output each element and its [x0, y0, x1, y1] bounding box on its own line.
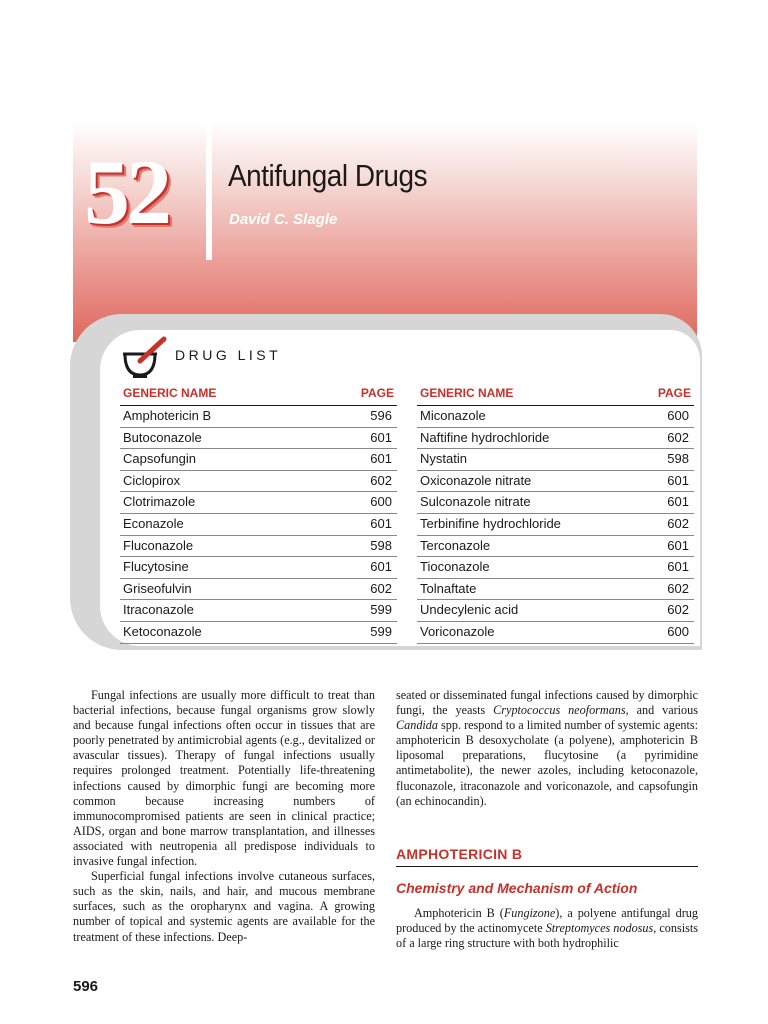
drug-page: 598: [667, 451, 689, 467]
drug-page: 601: [667, 537, 689, 553]
drug-name: Naftifine hydrochloride: [420, 429, 550, 445]
drug-name: Terbinifine hydrochloride: [420, 515, 561, 531]
chapter-author: David C. Slagle: [229, 211, 338, 228]
name-column-header: GENERIC NAME: [420, 386, 514, 400]
table-header: [417, 383, 694, 406]
drug-name: Amphotericin B: [123, 408, 212, 423]
mortar-and-pestle-icon: [120, 335, 172, 381]
page-column-header: PAGE: [360, 386, 394, 400]
table-row: [120, 514, 397, 536]
subsection-heading: Chemistry and Mechanism of Action: [396, 880, 638, 896]
table-row: [120, 579, 397, 601]
table-row: [417, 514, 694, 536]
table-row: [120, 536, 397, 558]
drug-page: 601: [370, 429, 392, 445]
drug-name: Clotrimazole: [123, 494, 196, 510]
drug-page: 598: [370, 537, 392, 553]
paragraph: seated or disseminated fungal infections caused by dimorphic fungi, the yeasts Cryptococcus neoformans, and various Candida spp. respond to a limited number of systemic agents: amphotericin B desoxycholate (a polyene), amphotericin B liposomal preparations, flucytosine (a pyrimidine antimetabolite), the newer azoles, including ketoconazole, fluconazole, itraconazole and voriconazole, and capsofungin (an echinocandin).: [396, 688, 698, 808]
drug-page: 601: [370, 515, 392, 531]
drug-page: 599: [370, 623, 392, 639]
table-header: [120, 383, 397, 406]
drug-name: Flucytosine: [123, 559, 189, 575]
paragraph: Fungal infections are usually more difficult to treat than bacterial infections, because fungal organisms grow slowly and because fungal infections often occur in tissues that are poorly penetrated by antimicrobial agents (e.g., devitalized or avascular tissues). Therapy of fungal infections usually requires prolonged treatment. Potentially life-threatening infections caused by dimorphic fungi are becoming more common because increasing numbers of immunocompromised patients are seen in clinical practice; AIDS, organ and bone marrow transplantation, and illnesses associated with neutropenia all predispose individuals to invasive fungal infection.: [73, 688, 375, 869]
drug-name: Butoconazole: [123, 429, 202, 445]
table-row: [417, 579, 694, 601]
table-row: [417, 557, 694, 579]
table-row: [417, 406, 694, 428]
drug-name: Nystatin: [420, 451, 467, 467]
drug-list-heading: DRUG LIST: [175, 347, 282, 363]
drug-page: 602: [667, 580, 689, 596]
drug-page: 601: [370, 451, 392, 467]
table-row: [417, 600, 694, 622]
drug-name: Ciclopirox: [123, 472, 181, 488]
drug-page: 601: [667, 472, 689, 488]
drug-name: Tioconazole: [420, 559, 490, 575]
drug-name: Capsofungin: [123, 451, 196, 467]
drug-table-right: [417, 383, 694, 644]
table-row: [120, 406, 397, 428]
drug-page: 600: [667, 623, 689, 639]
table-row: [120, 428, 397, 450]
table-row: [417, 471, 694, 493]
drug-page: 601: [667, 494, 689, 510]
drug-page: 596: [370, 408, 392, 423]
drug-page: 601: [667, 559, 689, 575]
table-row: [417, 536, 694, 558]
drug-page: 601: [370, 559, 392, 575]
page-number: 596: [73, 978, 99, 995]
name-column-header: GENERIC NAME: [123, 386, 217, 400]
table-row: [120, 449, 397, 471]
drug-name: Econazole: [123, 515, 184, 531]
drug-name: Itraconazole: [123, 602, 194, 618]
drug-name: Ketoconazole: [123, 623, 202, 639]
drug-page: 600: [370, 494, 392, 510]
drug-page: 600: [667, 408, 689, 423]
section-heading: AMPHOTERICIN B: [396, 846, 698, 867]
chapter-number: 52: [84, 141, 168, 243]
chapter-title: Antifungal Drugs: [228, 158, 428, 193]
table-row: [120, 557, 397, 579]
drug-page: 602: [667, 515, 689, 531]
drug-page: 602: [667, 602, 689, 618]
table-row: [417, 449, 694, 471]
body-column-right: [396, 688, 698, 809]
drug-name: Oxiconazole nitrate: [420, 472, 532, 488]
drug-name: Voriconazole: [420, 623, 495, 639]
paragraph: Amphotericin B (Fungizone), a polyene antifungal drug produced by the actinomycete Streptomyces nodosus, consists of a large ring structure with both hydrophilic: [396, 906, 698, 951]
drug-name: Terconazole: [420, 537, 491, 553]
drug-table-left: [120, 383, 397, 644]
page-column-header: PAGE: [657, 386, 691, 400]
drug-name: Sulconazole nitrate: [420, 494, 531, 510]
drug-page: 602: [370, 580, 392, 596]
table-row: [120, 492, 397, 514]
drug-name: Miconazole: [420, 408, 486, 423]
body-column-right-continued: [396, 906, 698, 951]
drug-name: Griseofulvin: [123, 580, 192, 596]
chapter-divider: [206, 124, 212, 260]
drug-page: 599: [370, 602, 392, 618]
drug-page: 602: [667, 429, 689, 445]
table-row: [120, 622, 397, 644]
drug-name: Undecylenic acid: [420, 602, 519, 618]
drug-page: 602: [370, 472, 392, 488]
table-row: [417, 492, 694, 514]
table-row: [120, 471, 397, 493]
table-row: [120, 600, 397, 622]
body-column-left: [73, 688, 375, 945]
drug-name: Tolnaftate: [420, 580, 477, 596]
table-row: [417, 622, 694, 644]
table-row: [417, 428, 694, 450]
drug-name: Fluconazole: [123, 537, 194, 553]
paragraph: Superficial fungal infections involve cutaneous surfaces, such as the skin, nails, and hair, and mucous membrane surfaces, such as the oropharynx and vagina. A growing number of topical and systemic agents are available for the treatment of these infections. Deep-: [73, 869, 375, 944]
